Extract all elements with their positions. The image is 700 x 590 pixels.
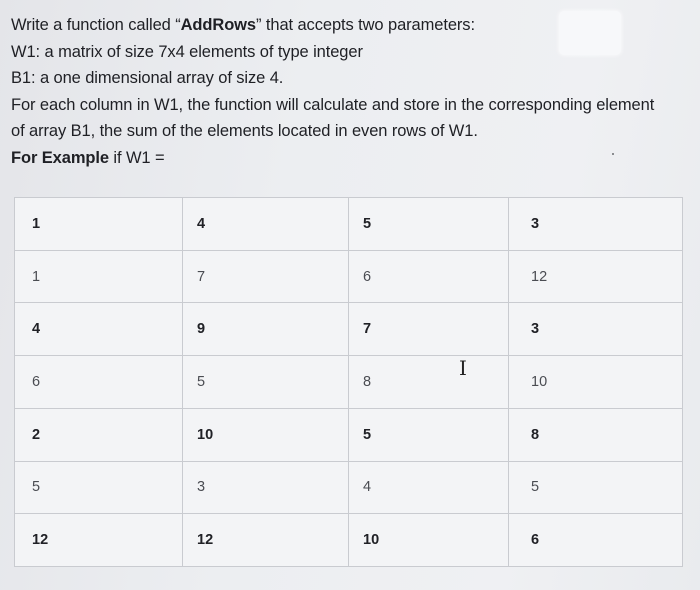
matrix-cell: 10 bbox=[183, 408, 349, 461]
table-row bbox=[15, 303, 683, 356]
matrix-cell: 8 bbox=[349, 356, 509, 409]
table-row bbox=[15, 198, 683, 251]
question-line-4: For each column in W1, the function will calculate and store in the corresponding element bbox=[11, 95, 655, 114]
table-row bbox=[15, 408, 683, 461]
matrix-cell: 5 bbox=[349, 408, 509, 461]
question-line-2: W1: a matrix of size 7x4 elements of type integer bbox=[11, 42, 363, 61]
question-line-5: of array B1, the sum of the elements located in even rows of W1. bbox=[11, 122, 478, 140]
screen-glare bbox=[559, 11, 621, 55]
text-cursor-icon: I bbox=[459, 356, 467, 380]
matrix-cell: 3 bbox=[183, 461, 349, 514]
matrix-cell: 3 bbox=[509, 198, 683, 251]
table-row bbox=[15, 514, 683, 567]
function-name: AddRows bbox=[180, 16, 256, 34]
matrix-cell: 5 bbox=[15, 461, 183, 514]
matrix-cell: 6 bbox=[15, 356, 183, 409]
dust-dot bbox=[612, 153, 614, 155]
question-line-6 bbox=[11, 145, 691, 172]
matrix-cell: 10 bbox=[349, 514, 509, 567]
matrix-cell: 5 bbox=[183, 356, 349, 409]
matrix-cell: 5 bbox=[349, 198, 509, 251]
matrix-cell: 6 bbox=[349, 250, 509, 303]
question-line-1-suffix: ” that accepts two parameters: bbox=[256, 16, 475, 34]
table-row bbox=[15, 461, 683, 514]
matrix-cell: 8 bbox=[509, 408, 683, 461]
matrix-cell: 12 bbox=[183, 514, 349, 567]
example-label: For Example bbox=[11, 148, 109, 167]
matrix-w1-table bbox=[14, 197, 683, 567]
matrix-cell: 9 bbox=[183, 303, 349, 356]
matrix-cell: 6 bbox=[509, 514, 683, 567]
table-row bbox=[15, 250, 683, 303]
matrix-cell: 7 bbox=[349, 303, 509, 356]
matrix-cell: 4 bbox=[349, 461, 509, 514]
question-line-3: B1: a one dimensional array of size 4. bbox=[11, 69, 284, 87]
matrix-cell: 10 bbox=[509, 356, 683, 409]
matrix-cell: 1 bbox=[15, 198, 183, 251]
matrix-body bbox=[15, 198, 683, 567]
matrix-cell: 4 bbox=[15, 303, 183, 356]
matrix-cell: 12 bbox=[15, 514, 183, 567]
matrix-cell: 2 bbox=[15, 408, 183, 461]
table-row bbox=[15, 356, 683, 409]
example-suffix: if W1 = bbox=[108, 148, 165, 167]
matrix-cell: 7 bbox=[183, 250, 349, 303]
matrix-cell: 12 bbox=[509, 250, 683, 303]
matrix-cell: 4 bbox=[183, 198, 349, 251]
matrix-cell: 3 bbox=[509, 303, 683, 356]
question-line-1-prefix: Write a function called “ bbox=[11, 16, 181, 34]
matrix-cell: 1 bbox=[15, 250, 183, 303]
matrix-cell: 5 bbox=[509, 461, 683, 514]
